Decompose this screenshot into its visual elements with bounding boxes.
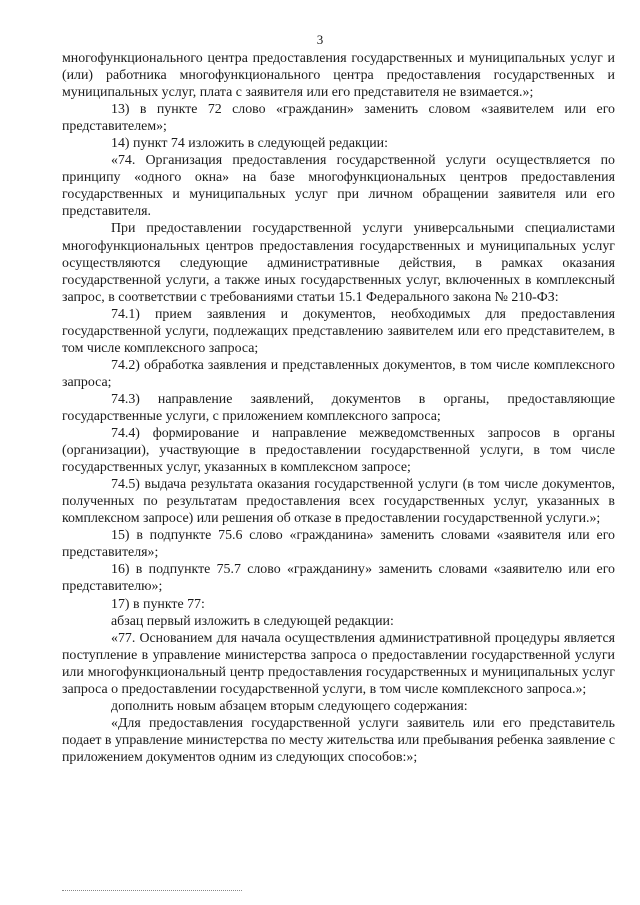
paragraph-item-14: 14) пункт 74 изложить в следующей редакции: xyxy=(111,136,388,152)
footer-divider xyxy=(62,890,242,891)
paragraph-item-13: 13) в пункте 72 слово «гражданин» заменить словом «заявителем или его представителем»; xyxy=(62,102,615,135)
paragraph-add-abzac: дополнить новым абзацем вторым следующего содержания: xyxy=(111,698,468,714)
paragraph-actions-intro: При предоставлении государственной услуги универсальными специалистами многофункциональных центров предоставления государственных и муниципальных услуг осуществляются следующие административные действия, в рамках оказания государственной услуги, а также иных государственных услуг, включенных в комплексный запрос, в соответствии с требованиями статьи 15.1 Федерального закона № 210-ФЗ: xyxy=(62,221,615,305)
paragraph-74-5: 74.5) выдача результата оказания государственной услуги (в том числе документов, полученных по результатам предоставления всех государственных услуг, указанных в комплексном запросе) или решения об отказе в предоставлении государственной услуги.»; xyxy=(62,477,615,527)
document-body xyxy=(62,50,615,766)
page-number: 3 xyxy=(316,32,324,47)
paragraph-item-17: 17) в пункте 77: xyxy=(111,596,205,612)
paragraph-74-2: 74.2) обработка заявления и представленных документов, в том числе комплексного запроса; xyxy=(62,357,615,390)
paragraph-item-16: 16) в подпункте 75.7 слово «гражданину» заменить словами «заявителю или его представителю»; xyxy=(62,562,615,595)
paragraph-item-15: 15) в подпункте 75.6 слово «гражданина» заменить словами «заявителя или его представителя»; xyxy=(62,528,615,561)
paragraph-74-4: 74.4) формирование и направление межведомственных запросов в органы (организации), участвующие в предоставлении государственной услуги, в том числе государственных услуг, указанных в комплексном запросе; xyxy=(62,426,615,476)
paragraph-clause-77: «77. Основанием для начала осуществления административной процедуры является поступление в управление министерства запроса о предоставлении государственной услуги или многофункциональный центр предоставления государственных и муниципальных услуг запроса о предоставлении государственной услуги, в том числе комплексного запроса.»; xyxy=(62,630,615,697)
paragraph-submission-methods: «Для предоставления государственной услуги заявитель или его представитель подает в управление министерства по месту жительства или пребывания ребенка заявление с приложением документов одним из следующих способов:»; xyxy=(62,715,615,765)
paragraph-first-abzac: абзац первый изложить в следующей редакции: xyxy=(111,613,394,629)
paragraph-clause-74: «74. Организация предоставления государственной услуги осуществляется по принципу «одного окна» на базе многофункциональных центров предоставления государственных и муниципальных услуг при личном обращении заявителя или его представителя. xyxy=(62,153,615,220)
paragraph-74-1: 74.1) прием заявления и документов, необходимых для предоставления государственной услуги, подлежащих представлению заявителем или его представителем, в том числе комплексного запроса; xyxy=(62,306,615,356)
paragraph-74-3: 74.3) направление заявлений, документов в органы, предоставляющие государственные услуги, с приложением комплексного запроса; xyxy=(62,391,615,424)
paragraph-continuation: многофункционального центра предоставления государственных и муниципальных услуг и (или) работника многофункционального центра предоставления государственных и муниципальных услуг, плата с заявителя или его представителя не взимается.»; xyxy=(62,51,615,101)
